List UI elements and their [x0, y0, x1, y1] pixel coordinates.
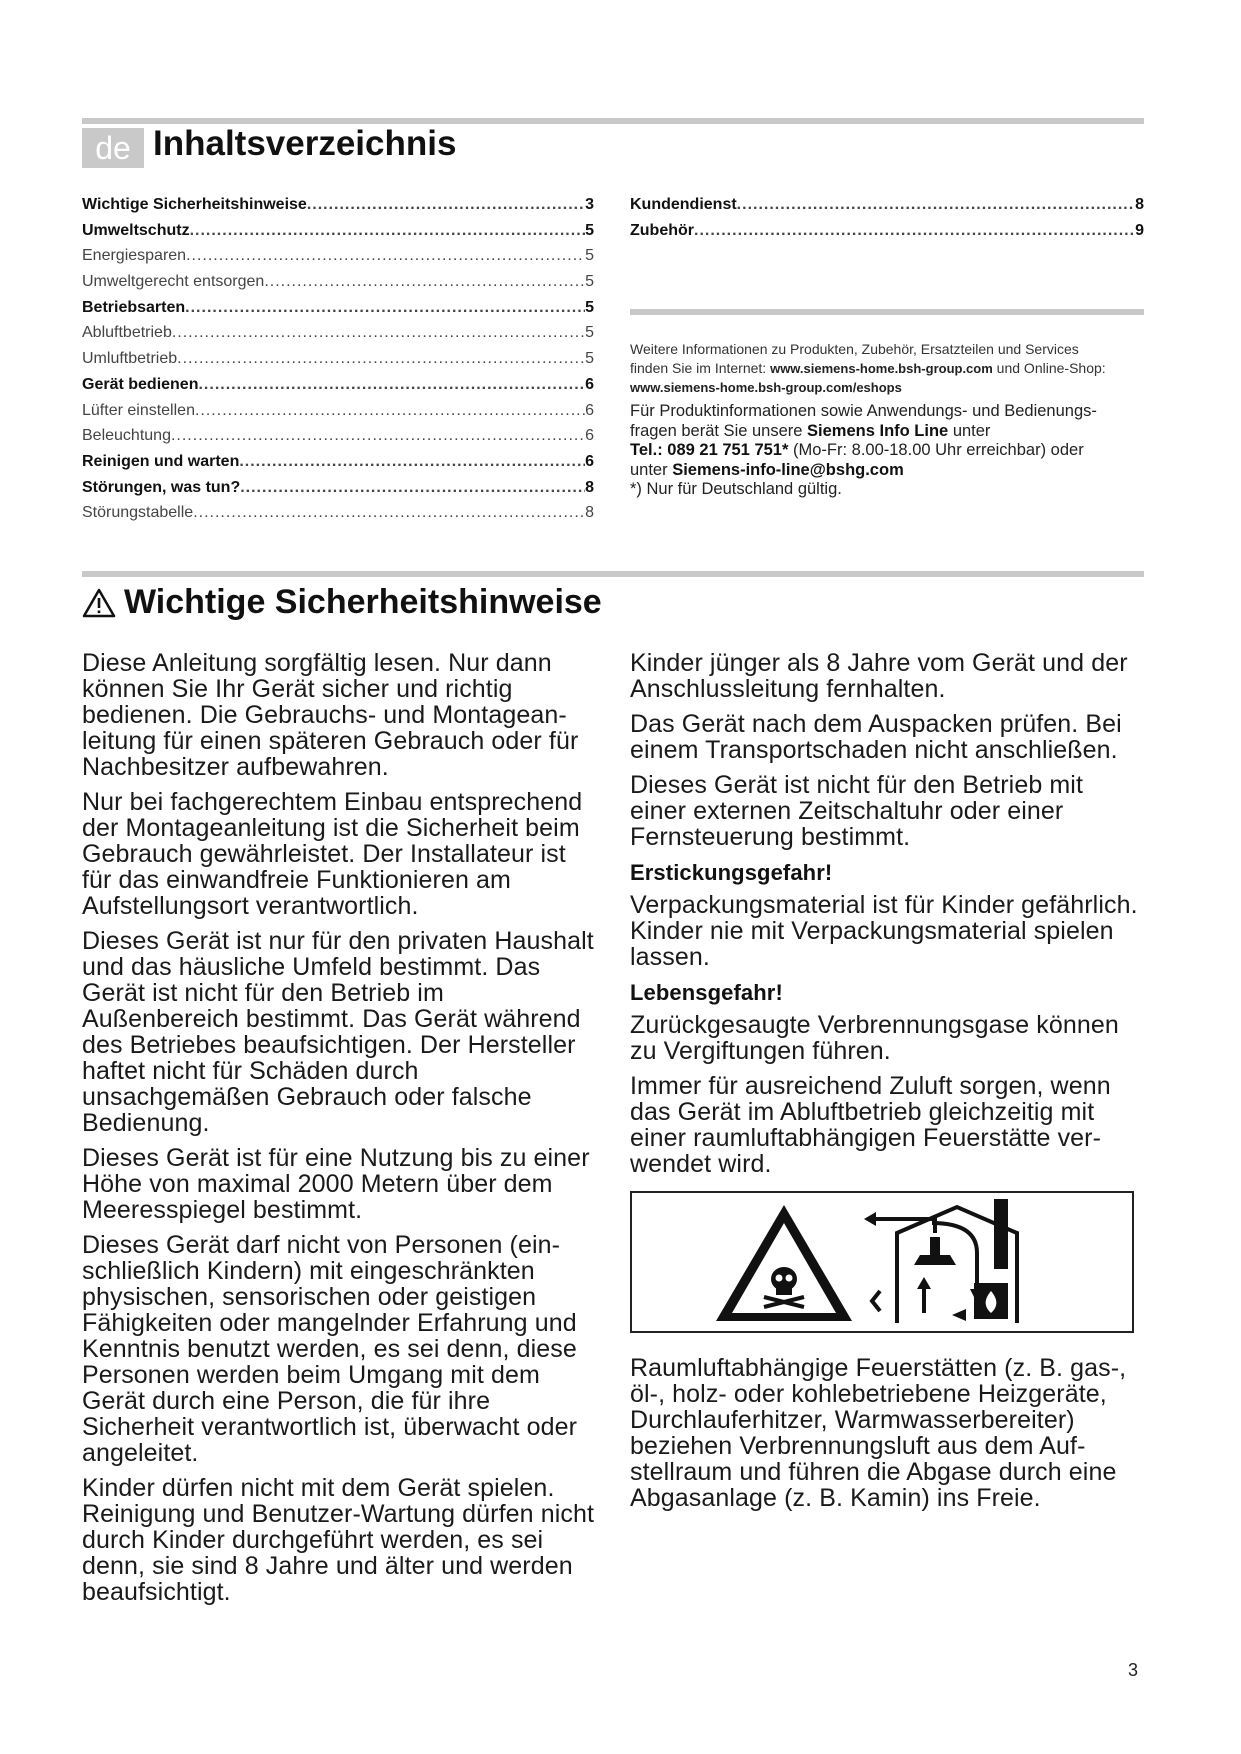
stove-icon: [974, 1283, 1008, 1319]
toc-entry[interactable]: [82, 350, 594, 376]
toc-leader-dots: [264, 273, 585, 291]
toc-entry-label: Störungen, was tun?: [82, 478, 241, 496]
toc-entry-page: 8: [585, 478, 594, 496]
safety-title-text: Wichtige Sicherheitshinweise: [124, 583, 602, 621]
toc-leader-dots: [171, 427, 585, 445]
paragraph: Dieses Gerät ist nicht für den Betrieb mit einer externen Zeitschaltuhr oder einer Fernsteuerung bestimmt.: [630, 771, 1083, 851]
toc-leader-dots: [177, 350, 585, 368]
toc-leader-dots: [307, 196, 585, 214]
web-info-text-2: und Online-Shop:: [992, 360, 1106, 376]
web-info: [630, 340, 1144, 397]
toc-entry-page: 5: [585, 350, 594, 368]
warning-icon: [82, 588, 116, 618]
toc-entry-page: 5: [585, 247, 594, 265]
hotline-phone[interactable]: Tel.: 089 21 751 751*: [630, 441, 789, 460]
toc-leader-dots: [186, 247, 585, 265]
toc-leader-dots: [694, 222, 1135, 240]
toc-entry-label: Wichtige Sicherheitshinweise: [82, 196, 307, 213]
toc-entry[interactable]: [630, 222, 1144, 248]
paragraph: Das Gerät nach dem Auspacken prüfen. Bei einem Transportschaden nicht anschließen.: [630, 710, 1122, 764]
toc-leader-dots: [185, 299, 585, 317]
backdraft-warning-figure: [630, 1191, 1134, 1333]
toc-entry[interactable]: [82, 376, 594, 402]
toc-entry[interactable]: [82, 299, 594, 325]
toc-entry-label: Abluftbetrieb: [82, 324, 172, 342]
eshop-link[interactable]: www.siemens-home.bsh-group.com/eshops: [630, 380, 902, 395]
web-info-line1: Weitere Informationen zu Produkten, Zubehör, Ersatzteilen und Services: [630, 341, 1079, 357]
toc-entry-page: 5: [585, 221, 594, 239]
hotline-line3: [630, 441, 1144, 461]
info-line-brand: Siemens Info Line: [807, 421, 949, 440]
toc-leader-dots: [193, 504, 585, 522]
toc-leader-dots: [240, 479, 585, 497]
hotline-text-2: unter: [948, 421, 991, 440]
info-rule: [630, 309, 1144, 315]
toc-entry[interactable]: [82, 402, 594, 428]
toc-entry-page: 6: [585, 401, 594, 419]
paragraph: Diese Anleitung sorgfältig lesen. Nur dann können Sie Ihr Gerät sicher und richtig bedienen. Die Gebrauchs- und Montageanleitung für einen späteren Gebrauch oder für Nachbesitzer aufbewahren.: [82, 649, 579, 781]
toc-entry-label: Störungstabelle: [82, 504, 194, 522]
toc-entry-label: Kundendienst: [630, 196, 737, 213]
paragraph: Immer für ausreichend Zuluft sorgen, wenn das Gerät im Abluftbetrieb gleichzeitig mit einer raumluftabhängigen Feuerstätte verwendet wird.: [630, 1072, 1111, 1178]
toc-entry[interactable]: [82, 504, 594, 530]
toc-leader-dots: [198, 376, 585, 394]
toc-entry[interactable]: [82, 273, 594, 299]
paragraph: Nur bei fachgerechtem Einbau entsprechend der Montageanleitung ist die Sicherheit beim Gebrauch gewährleistet. Der Installateur ist für das einwandfreie Funktionieren am Aufstellungsort verantwortlich.: [82, 788, 583, 920]
paragraph: Verpackungsmaterial ist für Kinder gefährlich. Kinder nie mit Verpackungsmaterial spielen lassen.: [630, 891, 1138, 971]
toc-entry[interactable]: [82, 453, 594, 479]
website-link[interactable]: www.siemens-home.bsh-group.com: [770, 361, 993, 376]
paragraph: Kinder jünger als 8 Jahre vom Gerät und der Anschlussleitung fernhalten.: [630, 649, 1128, 703]
toc-entry-label: Reinigen und warten: [82, 452, 240, 470]
toc-entry-label: Zubehör: [630, 221, 694, 239]
chimney: [994, 1199, 1008, 1269]
toc-leader-dots: [737, 196, 1135, 214]
backdraft-illustration: [632, 1193, 1132, 1331]
toc-entry-label: Umweltgerecht entsorgen: [82, 273, 265, 291]
toc-entry-label: Energiesparen: [82, 247, 187, 265]
web-info-text: finden Sie im Internet:: [630, 360, 771, 376]
toc-entry-label: Umweltschutz: [82, 221, 190, 239]
toc-entry-label: Beleuchtung: [82, 427, 171, 445]
toc-entry-page: 9: [1135, 221, 1144, 239]
hotline-hours: (Mo-Fr: 8.00-18.00 Uhr erreichbar) oder: [788, 441, 1084, 460]
toc-entry-page: 8: [1135, 196, 1144, 213]
toc-entry[interactable]: [82, 479, 594, 505]
hotline-line2: [630, 422, 1144, 442]
hotline-line4: [630, 461, 1144, 481]
toc-entry-page: 5: [585, 298, 594, 316]
toc-leader-dots: [172, 324, 585, 342]
toc-right-column: [630, 196, 1144, 247]
paragraph: Kinder dürfen nicht mit dem Gerät spielen. Reinigung und Benutzer-Wartung dürfen nicht durch Kinder durchgeführt werden, es sei denn, sie sind 8 Jahre und älter und werden beaufsichtigt.: [82, 1474, 595, 1606]
toc-entry-label: Gerät bedienen: [82, 375, 199, 393]
toc-left-column: [82, 196, 594, 530]
danger-heading: Lebensgefahr!: [630, 980, 783, 1005]
toc-entry[interactable]: [82, 324, 594, 350]
range-hood-icon: [914, 1237, 956, 1265]
safety-right-column: [630, 650, 1144, 1520]
toc-leader-dots: [190, 222, 586, 240]
web-info-line2: [630, 359, 1144, 378]
hotline-info: [630, 402, 1144, 500]
hotline-email[interactable]: Siemens-info-line@bshg.com: [672, 460, 904, 479]
toc-entry[interactable]: [630, 196, 1144, 222]
suffocation-heading: Erstickungsgefahr!: [630, 860, 833, 885]
toc-entry-page: 5: [585, 273, 594, 291]
toc-entry[interactable]: [82, 247, 594, 273]
toc-entry-label: Umluftbetrieb: [82, 350, 178, 368]
page-number: 3: [1128, 1660, 1139, 1680]
toc-entry[interactable]: [82, 427, 594, 453]
paragraph: Dieses Gerät ist nur für den privaten Haushalt und das häusliche Umfeld bestimmt. Das Gerät ist nicht für den Betrieb im Außenbereich bestimmt. Das Gerät während des Betriebes beaufsichtigen. Der Hersteller haftet nicht für Schäden durch unsachgemäßen Gebrauch oder falsche Bedienung.: [82, 927, 594, 1137]
section-rule: [82, 571, 1144, 577]
paragraph: Dieses Gerät ist für eine Nutzung bis zu einer Höhe von maximal 2000 Metern über dem Meeresspiegel bestimmt.: [82, 1144, 590, 1224]
hotline-line1: Für Produktinformationen sowie Anwendungs- und Bedienungs-: [630, 402, 1097, 420]
paragraph: Raumluftabhängige Feuerstätten (z. B. gas-, öl-, holz- oder kohlebetriebene Heizgeräte, Durchlauferhitzer, Warmwasserbereiter) beziehen Verbrennungsluft aus dem Aufstellraum und führen die Abgase durch eine Abgasanlage (z. B. Kamin) ins Freie.: [630, 1354, 1127, 1512]
toc-entry-page: 5: [585, 324, 594, 342]
toc-entry-page: 3: [585, 196, 594, 213]
toc-leader-dots: [239, 453, 585, 471]
toc-title: Inhaltsverzeichnis: [153, 124, 457, 163]
toc-entry-label: Betriebsarten: [82, 298, 186, 316]
toc-entry-page: 6: [585, 427, 594, 445]
toc-entry-page: 8: [585, 504, 594, 522]
toc-entry[interactable]: [82, 196, 594, 222]
safety-left-column: [82, 650, 602, 1614]
paragraph: Dieses Gerät darf nicht von Personen (einschließlich Kindern) mit eingeschränkten physischen, sensorischen oder geistigen Fähigkeiten oder mangelnder Erfahrung und Kenntnis benutzt werden, es sei denn, diese Personen werden beim Umgang mit dem Gerät durch eine Person, die für ihre Sicherheit verantwortlich ist, überwacht oder angeleitet.: [82, 1231, 578, 1467]
hotline-text: fragen berät Sie unsere: [630, 421, 808, 440]
safety-title: [82, 583, 602, 622]
toc-entry-label: Lüfter einstellen: [82, 401, 195, 419]
hotline-text-3: unter: [630, 460, 673, 479]
paragraph: Zurückgesaugte Verbrennungsgase können zu Vergiftungen führen.: [630, 1011, 1119, 1065]
toc-entry[interactable]: [82, 222, 594, 248]
toc-leader-dots: [195, 402, 585, 420]
hotline-footnote: *) Nur für Deutschland gültig.: [630, 480, 842, 499]
toc-entry-page: 6: [585, 375, 594, 393]
toc-entry-page: 6: [585, 452, 594, 470]
language-tag: de: [82, 128, 144, 168]
